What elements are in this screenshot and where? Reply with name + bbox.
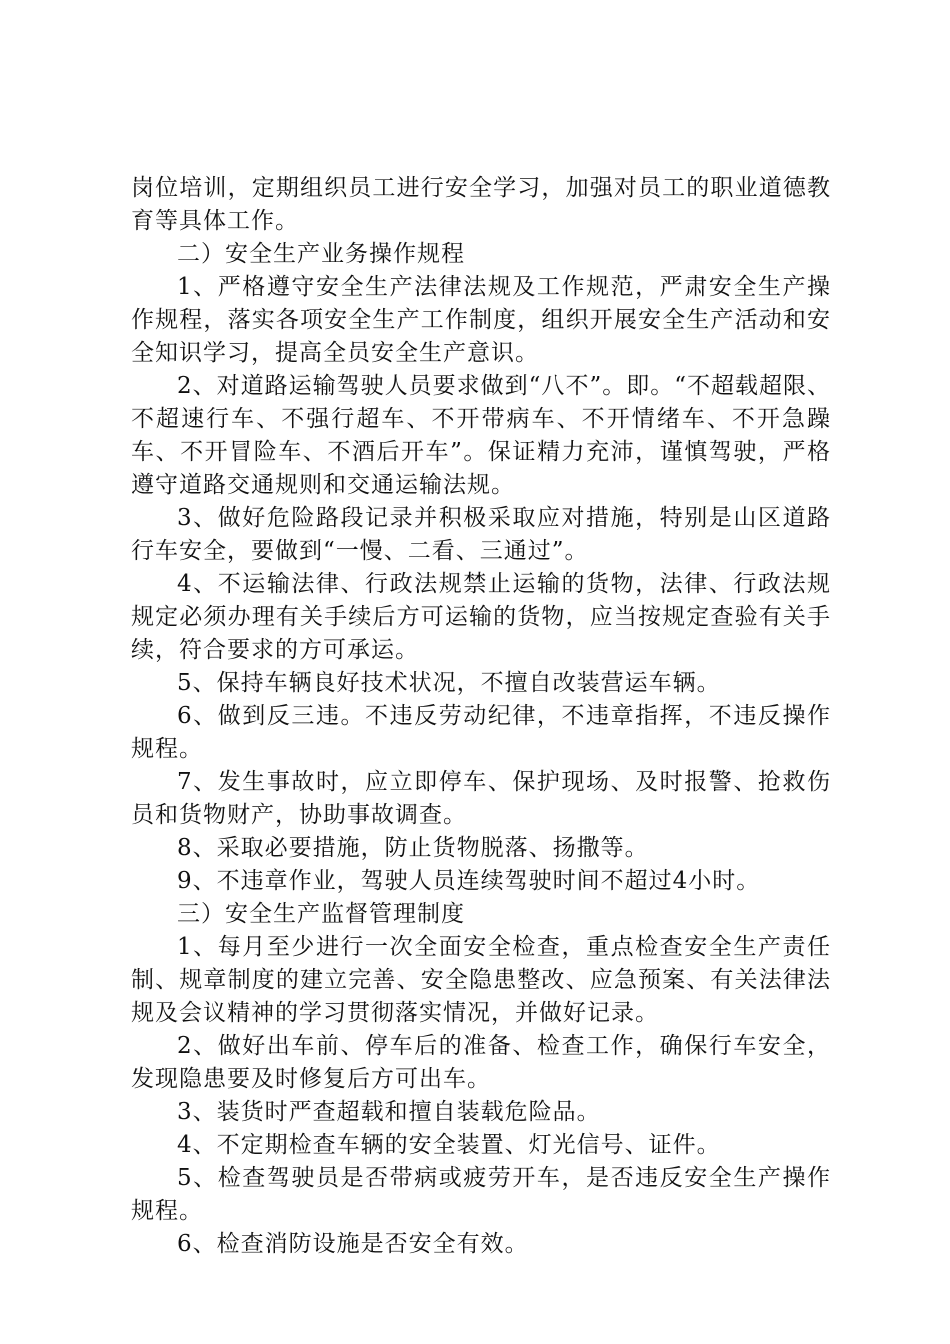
supervision-item-2: 2、做好出车前、停车后的准备、检查工作，确保行车安全，发现隐患要及时修复后方可出车。	[131, 1033, 831, 1092]
supervision-item-3: 3、装货时严查超载和擅自装载危险品。	[177, 1099, 601, 1125]
supervision-item-6: 6、检查消防设施是否安全有效。	[177, 1231, 529, 1257]
rule-item-1: 1、严格遵守安全生产法律法规及工作规范，严肃安全生产操作规程，落实各项安全生产工作制度，组织开展安全生产活动和安全知识学习，提高全员安全生产意识。	[131, 274, 831, 366]
supervision-item-5: 5、检查驾驶员是否带病或疲劳开车，是否违反安全生产操作规程。	[131, 1165, 831, 1224]
rule-item-6: 6、做到反三违。不违反劳动纪律，不违章指挥，不违反操作规程。	[131, 703, 831, 762]
rule-item-9: 9、不违章作业，驾驶人员连续驾驶时间不超过4小时。	[177, 868, 761, 894]
section-heading-operation-rules: 二）安全生产业务操作规程	[177, 241, 465, 267]
rule-item-2: 2、对道路运输驾驶人员要求做到“八不”。即。“不超载超限、不超速行车、不强行超车、不开带病车、不开情绪车、不开急躁车、不开冒险车、不酒后开车”。保证精力充沛，谨慎驾驶，严格遵守道路交通规则和交通运输法规。	[131, 373, 831, 498]
supervision-item-4: 4、不定期检查车辆的安全装置、灯光信号、证件。	[177, 1132, 721, 1158]
section-heading-supervision: 三）安全生产监督管理制度	[177, 901, 465, 927]
supervision-item-1: 1、每月至少进行一次全面安全检查，重点检查安全生产责任制、规章制度的建立完善、安全隐患整改、应急预案、有关法律法规及会议精神的学习贯彻落实情况，并做好记录。	[131, 934, 831, 1026]
document-body	[131, 172, 831, 1261]
rule-item-4: 4、不运输法律、行政法规禁止运输的货物，法律、行政法规规定必须办理有关手续后方可运输的货物，应当按规定查验有关手续，符合要求的方可承运。	[131, 571, 831, 663]
rule-item-5: 5、保持车辆良好技术状况，不擅自改装营运车辆。	[177, 670, 721, 696]
rule-item-8: 8、采取必要措施，防止货物脱落、扬撒等。	[177, 835, 649, 861]
rule-item-7: 7、发生事故时，应立即停车、保护现场、及时报警、抢救伤员和货物财产，协助事故调查。	[131, 769, 831, 828]
paragraph-continuation: 岗位培训，定期组织员工进行安全学习，加强对员工的职业道德教育等具体工作。	[131, 175, 831, 234]
rule-item-3: 3、做好危险路段记录并积极采取应对措施，特别是山区道路行车安全，要做到“一慢、二看、三通过”。	[131, 505, 831, 564]
